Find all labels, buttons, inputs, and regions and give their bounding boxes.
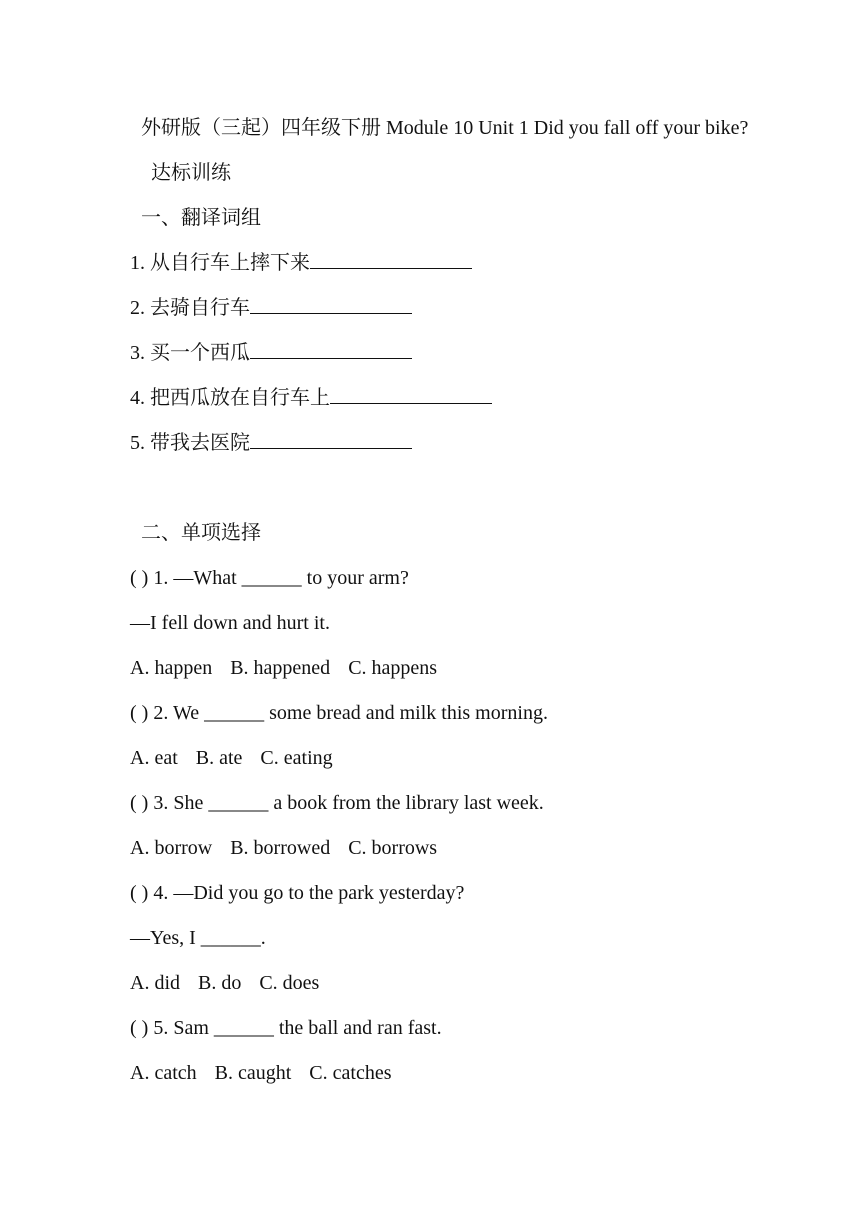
- option-c[interactable]: C. eating: [260, 747, 333, 769]
- option-b[interactable]: B. borrowed: [230, 837, 331, 859]
- answer-blank[interactable]: [250, 340, 412, 359]
- translate-item: [130, 430, 412, 456]
- answer-blank[interactable]: [250, 430, 412, 449]
- question-stem: ( ) 4. —Did you go to the park yesterday?: [130, 882, 465, 904]
- question-stem: ( ) 2. We ______ some bread and milk this morning.: [130, 702, 548, 724]
- option-b[interactable]: B. do: [198, 972, 242, 994]
- option-b[interactable]: B. happened: [230, 657, 331, 679]
- option-a[interactable]: A. catch: [130, 1062, 197, 1084]
- worksheet-subtitle: 达标训练: [151, 162, 231, 184]
- option-b[interactable]: B. caught: [214, 1062, 292, 1084]
- item-number: 3.: [130, 342, 145, 364]
- translate-item: [130, 385, 492, 411]
- option-c[interactable]: C. happens: [348, 657, 438, 679]
- answer-blank[interactable]: [310, 250, 472, 269]
- option-a[interactable]: A. borrow: [130, 837, 213, 859]
- item-number: 1.: [130, 252, 145, 274]
- option-a[interactable]: A. did: [130, 972, 180, 994]
- options-row: [130, 745, 351, 771]
- item-text: 买一个西瓜: [150, 342, 250, 364]
- section-heading-translate: 一、翻译词组: [141, 207, 261, 229]
- item-text: 带我去医院: [150, 432, 250, 454]
- item-number: 5.: [130, 432, 145, 454]
- translate-item: [130, 340, 412, 366]
- option-a[interactable]: A. happen: [130, 657, 213, 679]
- option-c[interactable]: C. borrows: [348, 837, 438, 859]
- options-row: [130, 835, 455, 861]
- question-answer-line: —I fell down and hurt it.: [130, 612, 330, 634]
- answer-blank[interactable]: [250, 295, 412, 314]
- option-a[interactable]: A. eat: [130, 747, 178, 769]
- item-number: 2.: [130, 297, 145, 319]
- question-stem: ( ) 3. She ______ a book from the library last week.: [130, 792, 544, 814]
- option-b[interactable]: B. ate: [195, 747, 243, 769]
- item-text: 从自行车上摔下来: [150, 252, 310, 274]
- question-stem: ( ) 5. Sam ______ the ball and ran fast.: [130, 1017, 442, 1039]
- question-answer-line: —Yes, I ______.: [130, 927, 266, 949]
- option-c[interactable]: C. catches: [309, 1062, 392, 1084]
- section-heading-choice: 二、单项选择: [141, 522, 261, 544]
- translate-item: [130, 295, 412, 321]
- options-row: [130, 1060, 409, 1086]
- translate-item: [130, 250, 472, 276]
- answer-blank[interactable]: [330, 385, 492, 404]
- options-row: [130, 970, 337, 996]
- worksheet-title: 外研版（三起）四年级下册 Module 10 Unit 1 Did you fall off your bike?: [141, 117, 749, 139]
- options-row: [130, 655, 455, 681]
- question-stem: ( ) 1. —What ______ to your arm?: [130, 567, 409, 589]
- item-text: 把西瓜放在自行车上: [150, 387, 330, 409]
- option-c[interactable]: C. does: [259, 972, 320, 994]
- item-text: 去骑自行车: [150, 297, 250, 319]
- item-number: 4.: [130, 387, 145, 409]
